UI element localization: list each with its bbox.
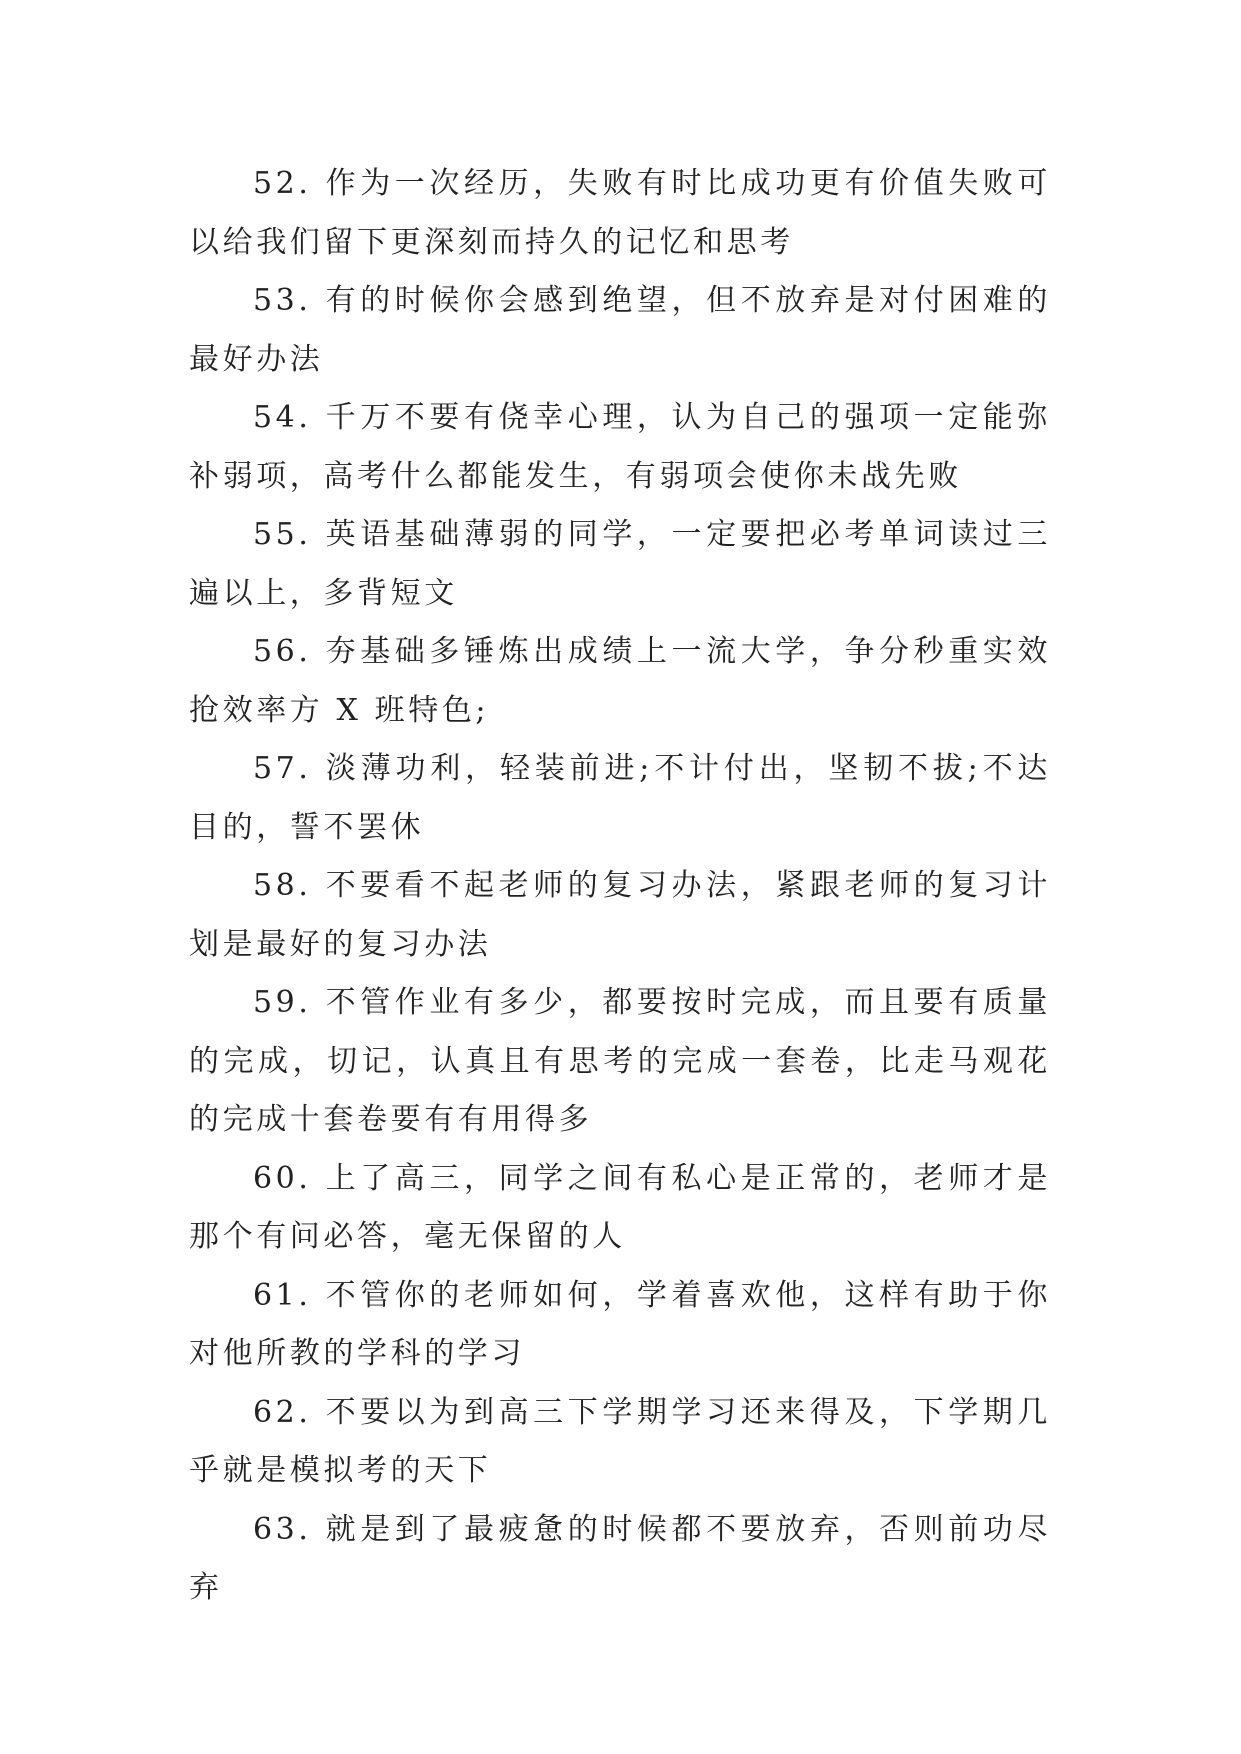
paragraph-item: 63. 就是到了最疲惫的时候都不要放弃，否则前功尽弃 xyxy=(189,1511,1051,1605)
paragraph-item: 60. 上了高三，同学之间有私心是正常的，老师才是那个有问必答，毫无保留的人 xyxy=(189,1160,1051,1254)
document-body xyxy=(189,155,1051,1618)
paragraph-item: 55. 英语基础薄弱的同学，一定要把必考单词读过三遍以上，多背短文 xyxy=(189,517,1051,611)
paragraph-item: 54. 千万不要有侥幸心理，认为自己的强项一定能弥补弱项，高考什么都能发生，有弱项会使你未战先败 xyxy=(189,400,1051,494)
paragraph-item: 59. 不管作业有多少，都要按时完成，而且要有质量的完成，切记，认真且有思考的完成一套卷，比走马观花的完成十套卷要有有用得多 xyxy=(189,985,1051,1137)
paragraph-item: 53. 有的时候你会感到绝望，但不放弃是对付困难的最好办法 xyxy=(189,283,1051,377)
paragraph-item: 58. 不要看不起老师的复习办法，紧跟老师的复习计划是最好的复习办法 xyxy=(189,868,1051,962)
paragraph-item: 62. 不要以为到高三下学期学习还来得及，下学期几乎就是模拟考的天下 xyxy=(189,1394,1051,1488)
paragraph-item: 52. 作为一次经历，失败有时比成功更有价值失败可以给我们留下更深刻而持久的记忆和思考 xyxy=(189,166,1051,260)
paragraph-item: 56. 夯基础多锤炼出成绩上一流大学，争分秒重实效抢效率方 X 班特色; xyxy=(189,634,1051,728)
paragraph-item: 61. 不管你的老师如何，学着喜欢他，这样有助于你对他所教的学科的学习 xyxy=(189,1277,1051,1371)
paragraph-item: 57. 淡薄功利，轻装前进;不计付出，坚韧不拔;不达目的，誓不罢休 xyxy=(189,751,1051,845)
